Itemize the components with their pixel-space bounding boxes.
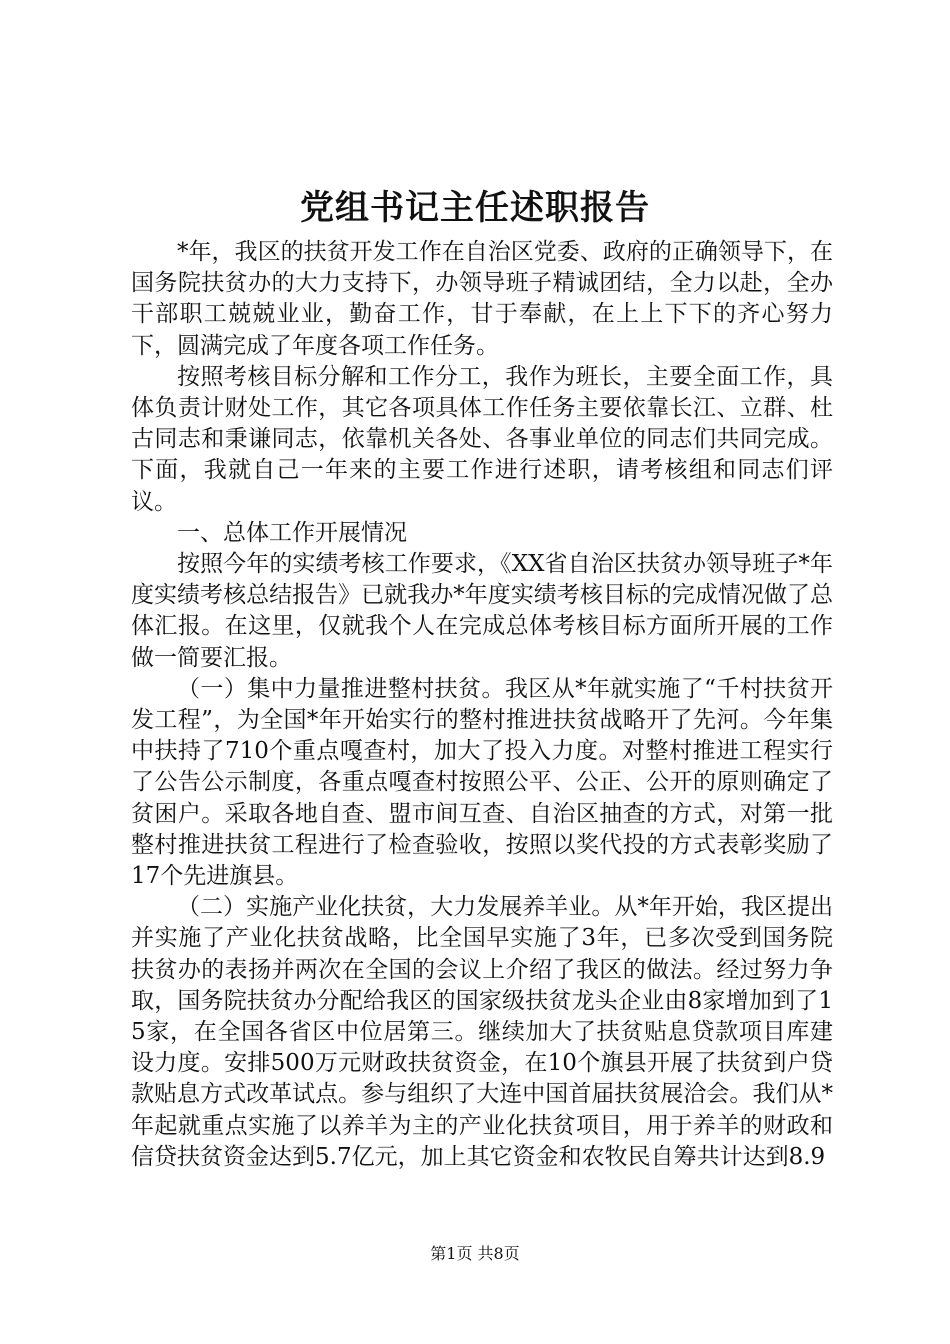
paragraph-intro: *年，我区的扶贫开发工作在自治区党委、政府的正确领导下，在国务院扶贫办的大力支持下，办领导班子精诚团结，全力以赴，全办干部职工兢兢业业，勤奋工作，甘于奉献，在上上下下的齐心努力下，圆满完成了年度各项工作任务。 [131, 239, 833, 359]
document-body [131, 237, 833, 1173]
section-heading-overall-work: 一、总体工作开展情况 [177, 519, 407, 546]
paragraph-village-poverty-alleviation: （一）集中力量推进整村扶贫。我区从*年就实施了“千村扶贫开发工程”，为全国*年开始实行的整村推进扶贫战略开了先河。今年集中扶持了710个重点嘎查村，加大了投入力度。对整村推进工程实行了公告公示制度，各重点嘎查村按照公平、公正、公开的原则确定了贫困户。采取各地自查、盟市间互查、自治区抽查的方式，对第一批整村推进扶贫工程进行了检查验收，按照以奖代投的方式表彰奖励了17个先进旗县。 [131, 675, 833, 890]
document-title: 党组书记主任述职报告 [300, 188, 650, 228]
paragraph-assessment-overview: 按照今年的实绩考核工作要求，《XX省自治区扶贫办领导班子*年度实绩考核总结报告》已就我办*年度实绩考核目标的完成情况做了总体汇报。在这里，仅就我个人在完成总体考核目标方面所开展的工作做一简要汇报。 [131, 551, 833, 671]
paragraph-division-of-work: 按照考核目标分解和工作分工，我作为班长，主要全面工作，具体负责计财处工作，其它各项具体工作任务主要依靠长江、立群、杜古同志和秉谦同志，依靠机关各处、各事业单位的同志们共同完成。下面，我就自己一年来的主要工作进行述职，请考核组和同志们评议。 [131, 363, 833, 515]
paragraph-industrial-poverty-alleviation: （二）实施产业化扶贫，大力发展养羊业。从*年开始，我区提出并实施了产业化扶贫战略，比全国早实施了3年，已多次受到国务院扶贫办的表扬并两次在全国的会议上介绍了我区的做法。经过努力争取，国务院扶贫办分配给我区的国家级扶贫龙头企业由8家增加到了15家，在全国各省区中位居第三。继续加大了扶贫贴息贷款项目库建设力度。安排500万元财政扶贫资金，在10个旗县开展了扶贫到户贷款贴息方式改革试点。参与组织了大连中国首届扶贫展洽会。我们从*年起就重点实施了以养羊为主的产业化扶贫项目，用于养羊的财政和信贷扶贫资金达到5.7亿元，加上其它资金和农牧民自筹共计达到8.9 [131, 894, 833, 1170]
page-number-footer: 第1页 共8页 [430, 1244, 520, 1263]
